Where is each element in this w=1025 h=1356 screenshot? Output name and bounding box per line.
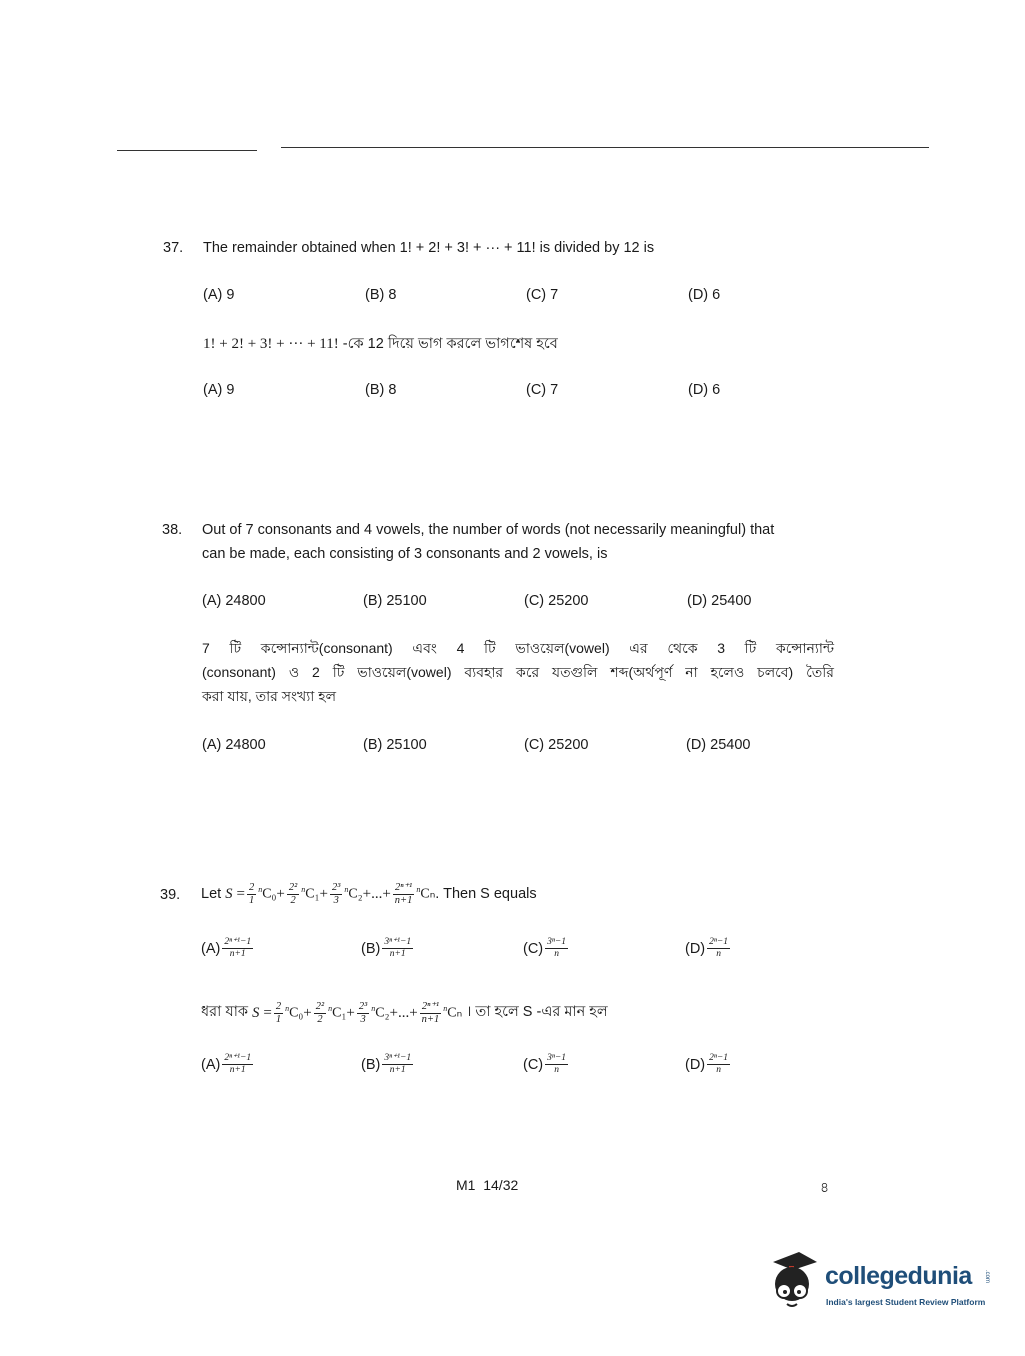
q38-option-d: (D) 25400 [687, 593, 752, 609]
q39-bn-term-c2: $^n$C₂ [371, 1004, 390, 1021]
logo-tagline: India's largest Student Review Platform [826, 1297, 986, 1307]
q39-frac-4: $\frac{\text{2ⁿ⁺¹}}{n+1}$ [394, 881, 413, 906]
q39-bn-frac-1: $\frac{2}{1}$ [275, 1000, 282, 1025]
q37-bn-option-b: (B) 8 [365, 382, 397, 398]
page-code: M1 14/32 [456, 1177, 519, 1193]
q39-bn-dots: +...+ [389, 1004, 418, 1021]
q38-option-b: (B) 25100 [363, 593, 427, 609]
q38-bn-option-c: (C) 25200 [524, 737, 589, 753]
logo-mascot-icon [765, 1248, 823, 1310]
q39-plus-2: + [319, 885, 328, 902]
q39-frac-1: $\frac{2}{1}$ [248, 881, 255, 906]
q39-option-c: (C) $\frac{\text{3ⁿ−1}}{n}$ [523, 937, 567, 959]
q39-equals: = [236, 885, 245, 902]
question-37-number: 37. [163, 240, 184, 256]
q38-bn-option-a: (A) 24800 [202, 737, 266, 753]
q39-bn-term-cn: $^n$Cₙ [443, 1004, 463, 1021]
q39-bn-term-c0: $^n$C₀ [285, 1004, 304, 1021]
top-rule-left [117, 150, 257, 151]
q39-bn-equals: = [263, 1004, 272, 1021]
question-39-bengali-expression [201, 993, 608, 1033]
question-38-bengali-line2: (consonant) ও 2 টি ভাওয়েল(vowel) ব্যবহার করে যতগুলি শব্দ(অর্থপূর্ণ না হলেও চলবে) তৈরি [202, 664, 834, 680]
q39-bn-let: ধরা যাক [201, 1004, 249, 1020]
q39-option-d: (D) $\frac{\text{2ⁿ−1}}{n}$ [685, 937, 729, 959]
q39-bn-frac-2: $\frac{\text{2²}}{2}$ [315, 1000, 325, 1025]
q37-option-a: (A) 9 [203, 287, 235, 303]
question-38-text-line1: Out of 7 consonants and 4 vowels, the number of words (not necessarily meaningful) that [202, 522, 775, 538]
question-38-bengali-line3: করা যায়, তার সংখ্যা হল [202, 688, 337, 704]
top-rule-right [281, 147, 929, 148]
q39-frac-3: $\frac{\text{2³}}{3}$ [331, 881, 341, 906]
collegedunia-logo [765, 1248, 1005, 1320]
q37-option-b: (B) 8 [365, 287, 397, 303]
q39-term-c0: $^n$C₀ [258, 885, 277, 902]
question-39-expression [201, 874, 537, 914]
q37-bn-option-c: (C) 7 [526, 382, 559, 398]
q37-bn-option-a: (A) 9 [203, 382, 235, 398]
q39-bn-then: । তা হলে S -এর মান হল [466, 1004, 608, 1020]
q38-bn-option-d: (D) 25400 [686, 737, 751, 753]
q39-bn-plus-1: + [303, 1004, 312, 1021]
q37-bengali-math: 1! + 2! + 3! + ··· + 11! [203, 336, 339, 352]
q39-bn-option-c: (C) $\frac{\text{3ⁿ−1}}{n}$ [523, 1053, 567, 1075]
question-38-text-line2: can be made, each consisting of 3 consonants and 2 vowels, is [202, 546, 608, 562]
q38-bn-option-b: (B) 25100 [363, 737, 427, 753]
logo-suffix: .com [984, 1270, 990, 1284]
q39-frac-2: $\frac{\text{2²}}{2}$ [288, 881, 298, 906]
q39-bn-option-a: (A) $\frac{\text{2ⁿ⁺¹−1}}{n+1}$ [201, 1053, 252, 1075]
q39-bn-frac-4: $\frac{\text{2ⁿ⁺¹}}{n+1}$ [421, 1000, 440, 1025]
q39-bn-frac-3: $\frac{\text{2³}}{3}$ [358, 1000, 368, 1025]
q37-option-d: (D) 6 [688, 287, 721, 303]
q38-option-a: (A) 24800 [202, 593, 266, 609]
q39-plus-1: + [276, 885, 285, 902]
q39-bn-term-c1: $^n$C₁ [328, 1004, 347, 1021]
logo-brand-text: collegedunia [825, 1262, 972, 1290]
question-38-bengali-line1: 7 টি কন্সোন্যান্ট(consonant) এবং 4 টি ভাওয়েল(vowel) এর থেকে 3 টি কন্সোন্যান্ট [202, 640, 834, 656]
q39-then: . Then S equals [435, 886, 537, 902]
q39-bn-option-d: (D) $\frac{\text{2ⁿ−1}}{n}$ [685, 1053, 729, 1075]
bengali-page-number: ৪ [820, 1179, 830, 1195]
q39-dots: +...+ [362, 885, 391, 902]
question-39-number: 39. [160, 887, 181, 903]
q39-term-c2: $^n$C₂ [344, 885, 363, 902]
q37-bengali-text: -কে 12 দিয়ে ভাগ করলে ভাগশেষ হবে [338, 336, 558, 352]
q39-bn-option-b: (B) $\frac{\text{3ⁿ⁺¹−1}}{n+1}$ [361, 1053, 412, 1075]
q39-bn-plus-2: + [346, 1004, 355, 1021]
q38-option-c: (C) 25200 [524, 593, 589, 609]
q39-s-symbol: S [225, 885, 233, 902]
q37-bn-option-d: (D) 6 [688, 382, 721, 398]
question-38-number: 38. [162, 522, 183, 538]
q39-let: Let [201, 886, 222, 902]
q39-bn-s-symbol: S [252, 1004, 260, 1021]
question-37-bengali [203, 333, 558, 357]
q39-term-c1: $^n$C₁ [301, 885, 320, 902]
question-37-text: The remainder obtained when 1! + 2! + 3! + ··· + 11! is divided by 12 is [203, 240, 655, 256]
q37-option-c: (C) 7 [526, 287, 559, 303]
q39-option-b: (B) $\frac{\text{3ⁿ⁺¹−1}}{n+1}$ [361, 937, 412, 959]
q39-term-cn: $^n$Cₙ [416, 885, 436, 902]
q39-option-a: (A) $\frac{\text{2ⁿ⁺¹−1}}{n+1}$ [201, 937, 252, 959]
